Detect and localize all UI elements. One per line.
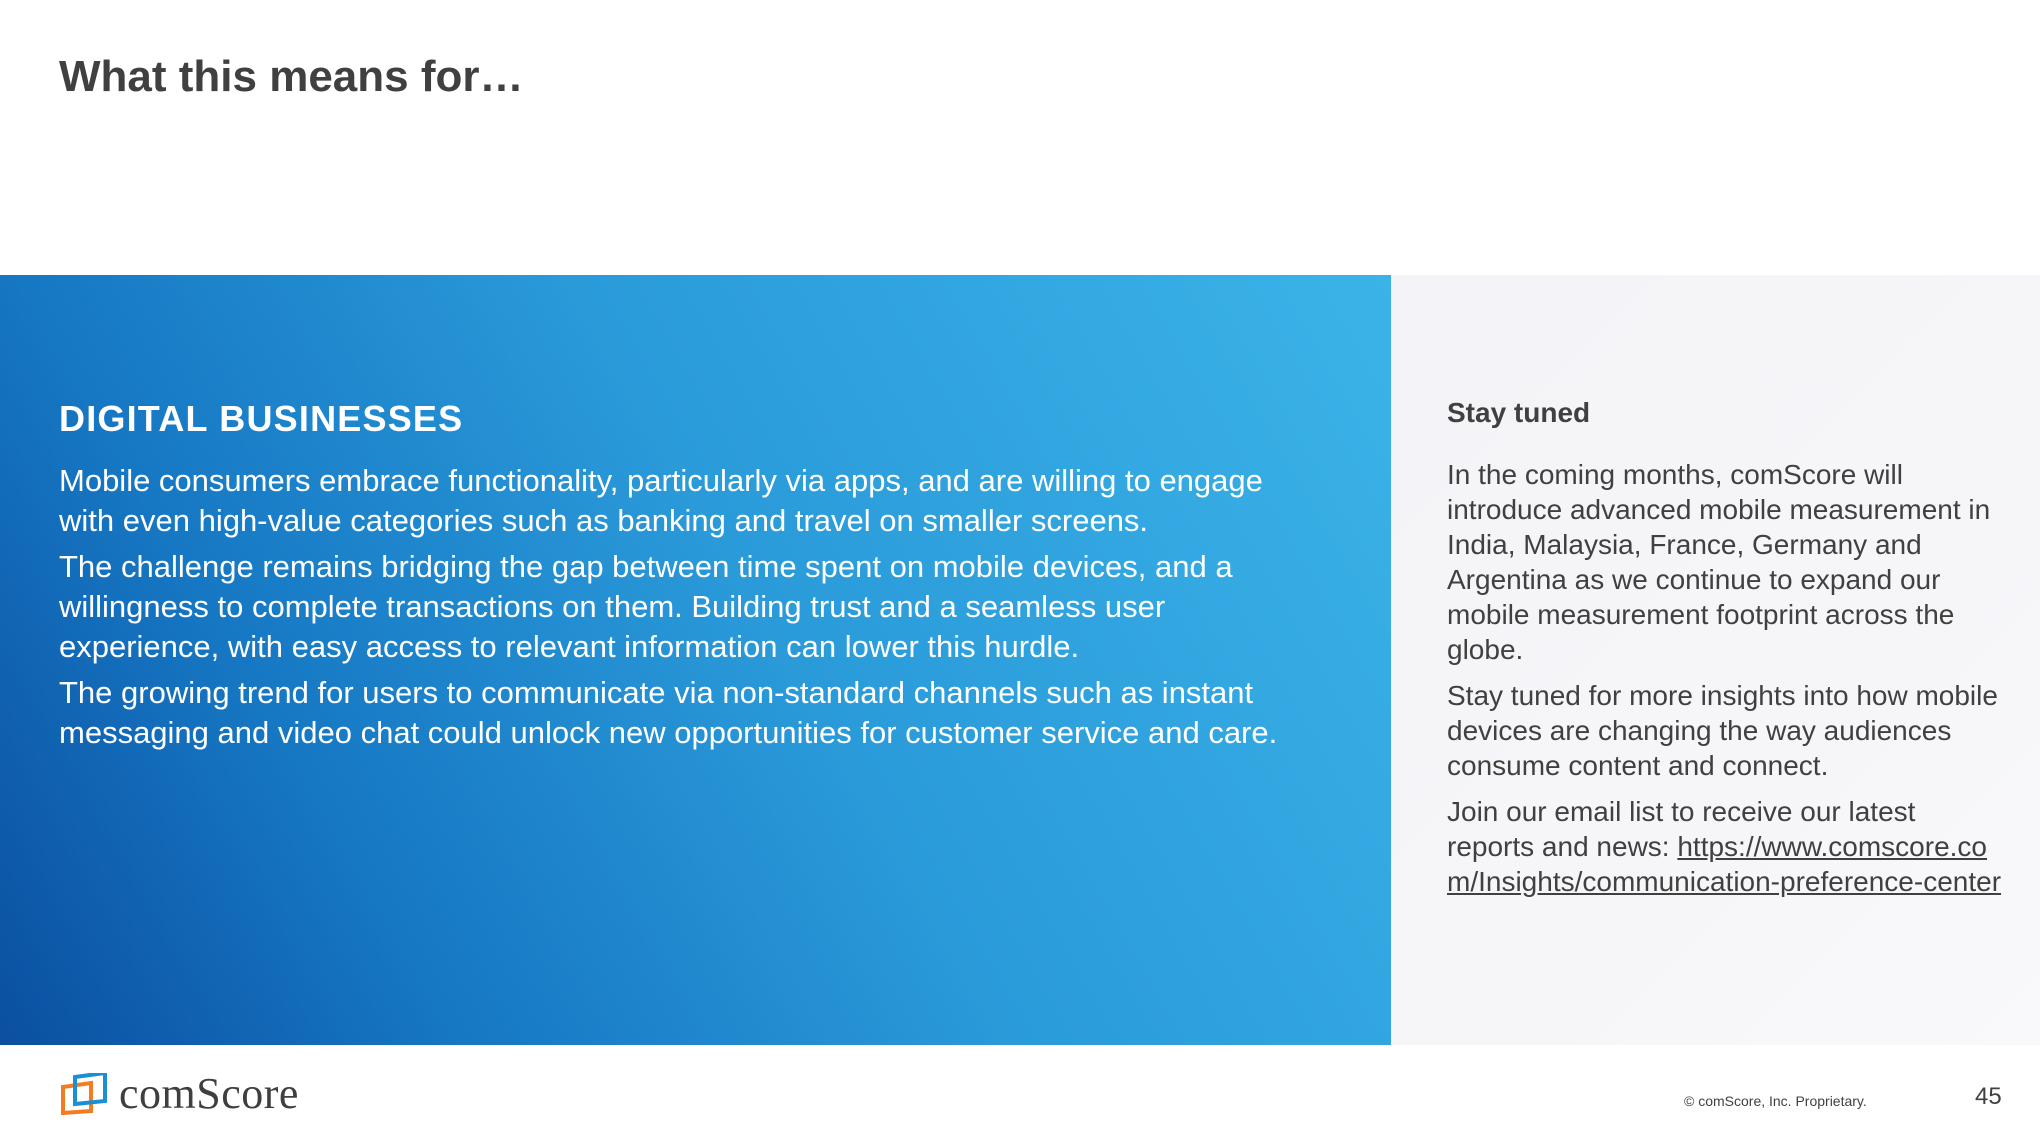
comscore-logo: [61, 1069, 299, 1118]
body-paragraph: The growing trend for users to communicate via non-standard channels such as instant messaging and video chat could unlock new opportunities for customer service and care.: [59, 675, 1278, 750]
copyright-notice: © comScore, Inc. Proprietary.: [1684, 1093, 1867, 1109]
slide-title: What this means for…: [59, 52, 524, 101]
comscore-logo-icon: [61, 1073, 107, 1115]
stay-tuned-heading: Stay tuned: [1447, 397, 1591, 428]
section-body: [59, 461, 1309, 759]
preference-center-link[interactable]: https://www.comscore.com/Insights/communication-preference-center: [1447, 831, 2002, 897]
body-paragraph: The challenge remains bridging the gap between time spent on mobile devices, and a willingness to complete transactions on them. Building trust and a seamless user experience, with easy access to relevant information can lower this hurdle.: [59, 549, 1233, 664]
join-text: Join our email list to receive our latest reports and news:: [1447, 796, 1916, 862]
sidebar-paragraph: Stay tuned for more insights into how mobile devices are changing the way audiences consume content and connect.: [1447, 680, 1998, 781]
sidebar-paragraph: In the coming months, comScore will introduce advanced mobile measurement in India, Malaysia, France, Germany and Argentina as we continue to expand our mobile measurement footprint across the globe.: [1447, 459, 1991, 665]
section-heading: DIGITAL BUSINESSES: [59, 398, 464, 439]
page-number: 45: [1975, 1083, 2002, 1110]
logo-wordmark: comScore: [119, 1069, 299, 1118]
body-paragraph: Mobile consumers embrace functionality, particularly via apps, and are willing to engage with even high-value categories such as banking and travel on smaller screens.: [59, 463, 1263, 538]
stay-tuned-body: [1447, 457, 2007, 910]
sidebar-join-paragraph: [1447, 794, 2007, 899]
